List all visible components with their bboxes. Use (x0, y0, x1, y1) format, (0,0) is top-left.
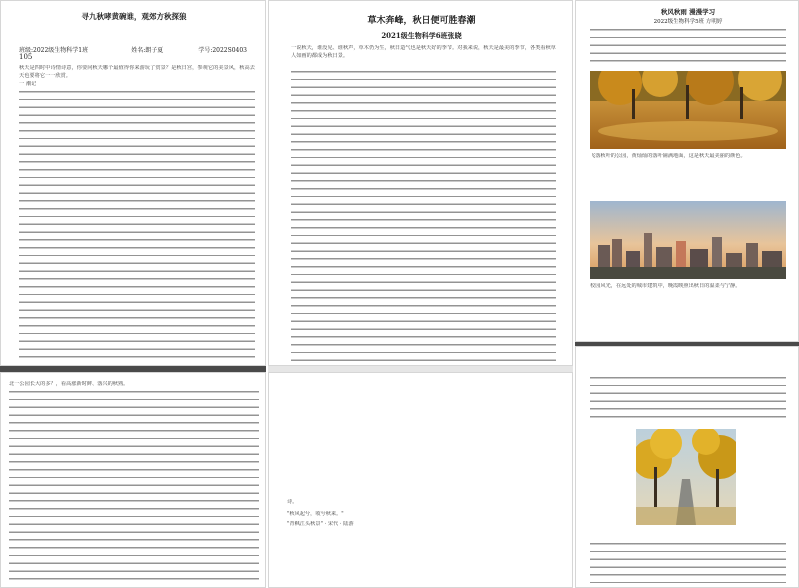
autumn-park-photo (590, 71, 786, 149)
page-5-footer-top: 诗。 (287, 499, 298, 505)
page-2-first-paragraph: 一说秋天，谁没见、谁秋声，草木仍为生，秋日造气也是秋天好的季节。对我来说，秋天是最美的季节，各类看秋草人如画的都成为秋日景。 (291, 45, 556, 59)
caption-1: 飞落秋叶的公园，黄灿灿的落叶铺满地面，这是秋天最美丽的颜色。 (590, 153, 746, 159)
page-5-footer-line-3: "青枫江头秋景" · 宋代 · 陆游 (287, 521, 354, 527)
page-number: 105 (19, 53, 33, 61)
page-1 (0, 0, 266, 366)
page-1-title: 寻九秋哮黄碗谁，观郊方秋探狼 (81, 12, 187, 21)
page-5 (268, 372, 573, 588)
page-6-bottom-text (590, 543, 786, 583)
page-4-first-line: 北一公园长大的多？，看高涨新时鲜、落兴的秋熟。 (9, 381, 129, 387)
page-4-body-text (9, 391, 259, 585)
page-3-subtitle: 2022级生物科学5班 方明婷 (653, 19, 723, 25)
page-2-title: 草木奔峰，秋日便可胜春潮 (367, 16, 476, 26)
ginkgo-avenue-photo (636, 429, 736, 525)
student-id-label: 学号:2022S0403 (198, 47, 247, 54)
page-2-body-text (291, 71, 556, 361)
page-1-intro: 秋天是四时中诗情诗意，你要问秋天哪个最值得你来游玩了赏景？是秋日宫，参观它的美景风，秋高去天也要将它一一欣赏。 (19, 65, 255, 79)
page-5-footer-line-2: "秋风起兮，收兮秋来。" (287, 511, 344, 517)
separator-left (0, 366, 266, 372)
separator-right (575, 342, 799, 346)
page-1-meta (19, 37, 259, 56)
page-6-intro-text (590, 377, 786, 421)
page-3-intro-text (590, 29, 786, 67)
city-sunset-photo (590, 201, 786, 279)
caption-2: 校园风光，在远处的城市建筑中，晚霞映照出秋日的温柔与宁静。 (590, 283, 741, 289)
page-1-body-text (19, 91, 255, 361)
page-6 (575, 346, 799, 588)
class-label: 班级:2022级生物科学1班 (19, 47, 89, 54)
page-2-subtitle: 2021级生物科学6班张晓 (381, 31, 462, 40)
page-4 (0, 372, 266, 588)
page-2 (268, 0, 573, 366)
name-label: 姓名:朗子夏 (131, 47, 164, 54)
separator-middle (268, 366, 573, 372)
page-3-title: 秋风秋雨 漫漫学习 (660, 8, 716, 16)
page-3 (575, 0, 799, 342)
page-1-subhead: 一 潮记 (19, 81, 37, 87)
